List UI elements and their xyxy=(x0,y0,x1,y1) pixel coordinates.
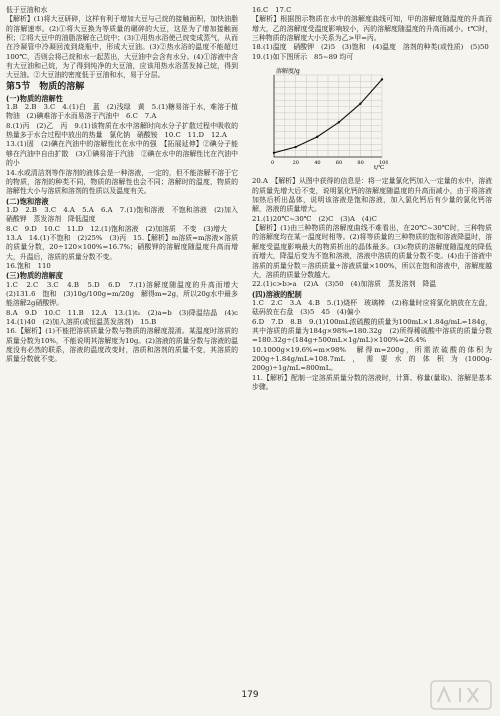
subsection-heading: (三)物质的溶解度 xyxy=(6,271,63,281)
answer-paragraph: 10.1000g×19.6%=m×98% 解得m=200g，所需浓硫酸的体积为200g÷1.84g/mL≈108.7mL，需要水的体积为(1000g-200g)÷1g/mL=800mL。 xyxy=(252,345,492,373)
chart-x-tick-label: 0 xyxy=(271,160,275,167)
answer-paragraph: 14.水或清洁剂等作溶剂的液体会是一种溶液，一定的，但不能溶解不溶于它的物质，溶剂的种类不同，物质的溶解性也会不同；溶解时的温度，物质的溶解性大小与溶质和溶剂的性质以及温度有关。 xyxy=(6,168,238,196)
answer-paragraph: 19.(1)如下图所示 85~89 均可 xyxy=(252,52,354,61)
watermark-stamp-icon xyxy=(430,680,492,710)
chart-x-tick-label: 60 xyxy=(335,160,343,167)
chart-y-axis-label: 溶解度/g xyxy=(276,68,300,76)
answer-paragraph: 11.【解析】配制一定溶质质量分数的溶液时，计算、称量(量取)、溶解是基本步骤。 xyxy=(252,373,492,391)
chart-x-tick-label: 80 xyxy=(357,160,364,167)
data-point xyxy=(273,152,275,154)
answer-paragraph: 1.D 2.B 3.C 4.A 5.A 6.A 7.(1)饱和溶液 不饱和溶液 (2)加入硝酸钾 蒸发溶剂 降低温度 xyxy=(6,205,238,224)
chart-x-axis-label: t/℃ xyxy=(374,165,385,172)
answer-paragraph: 21.(1)20℃~30℃ (2)C (3)A (4)C xyxy=(252,214,377,223)
answer-paragraph: 6.D 7.D 8.B 9.(1)100mL浓硫酸的质量为100mL×1.84g/mL=184g，其中溶质的质量为184g×98%=180.32g (2)所得稀硫酸中溶质的质量分数=180.32g÷(184g+500mL×1g/mL)×100%≈26.4% xyxy=(252,317,492,345)
subsection-heading: (一)物质的溶解性 xyxy=(6,93,63,103)
subsection-heading: (四)溶液的配制 xyxy=(252,289,302,299)
answer-paragraph: 18.(1)温度 硝酸钾 (2)5 (3)饱和 (4)温度 溶剂的种类(或性质) (5)50 xyxy=(252,43,489,52)
left-column xyxy=(6,6,245,365)
data-point xyxy=(294,146,296,148)
answer-paragraph: 低于豆油和水 xyxy=(6,6,48,14)
answer-paragraph: 20.A 【解析】从图中获得的信息是：将一定量氯化钙加入一定量的水中，溶液的质量先增大后不变，说明氯化钙的溶解度随温度的升高而减小，由于将溶液加热后析出晶体，说明该溶液是饱和溶液，加入氯化钙后有少量的氯化钙溶解，溶液的质量增大。 xyxy=(252,177,492,214)
answer-paragraph: 8.(1)丙 (2)乙 丙 9.(1)该物质在水中溶解时向水分子扩散过程中吸收的热量多于水合过程中放出的热量 氯化钠 硝酸铵 10.C 11.D 12.A xyxy=(6,121,238,140)
answer-paragraph: 1.C 2.C 3.C 4.B 5.D 6.D 7.(1)溶解度随温度的升高而增大 (2)131.6 饱和 (3)10g/100g=m/20g 解得m=2g，所以20g水中最多能溶解2g硝酸钾。 xyxy=(6,280,245,308)
solubility-chart xyxy=(256,65,388,171)
chart-x-tick-label: 20 xyxy=(292,160,299,167)
answer-paragraph: 16.C 17.C xyxy=(252,6,292,14)
answer-paragraph: 13.A 14.(1)不饱和 (2)25% (3)丙 15.【解析】m溶质=m溶液×溶质的质量分数，20÷120×100%=16.7%；硝酸钾的溶解度随温度升高而增大，升温后，溶质的质量分数不变。 xyxy=(6,233,238,261)
page-number: 179 xyxy=(241,690,259,700)
answer-paragraph: 1.B 2.B 3.C 4.(1)白 蓝 (2)浅绿 黄 5.(1)糖易溶于水，难溶于植物油 (2)碘难溶于水而易溶于汽油中 6.C 7.A xyxy=(6,103,238,121)
answer-paragraph: 22.(1)c>b>a (2)A (3)50 (4)加溶质 蒸发溶剂 降温 xyxy=(252,280,437,289)
chart-x-tick-label: 40 xyxy=(314,160,321,167)
answer-paragraph: 16.【解析】(1)不能把溶质质量分数与物质的溶解度混淆。某温度时溶质的质量分数为10%，不能说明其溶解度为10g。(2)溶液的质量分数与溶液的温度没有必然的联系，溶液的温度改变时，溶质和溶剂的质量不变，其溶质的质量分数就不变。 xyxy=(6,327,238,364)
data-point xyxy=(359,103,361,105)
data-point xyxy=(381,78,383,80)
answer-paragraph: 8.C 9.D 10.C 11.D 12.(1)饱和溶液 (2)加溶质 不变 (3)增大 xyxy=(6,224,227,233)
right-column xyxy=(252,6,492,392)
section-title: 第5节 物质的溶解 xyxy=(6,81,85,92)
answer-paragraph: 8.A 9.D 10.C 11.B 12.A 13.(1)t₁ (2)a=b (3)降温结晶 (4)c 14.(1)40 (2)加入溶质(或恒温蒸发溶剂) 15.B xyxy=(6,308,245,326)
answer-paragraph: 16.饱和 110 xyxy=(6,261,51,270)
subsection-heading: (二)饱和溶液 xyxy=(6,196,49,206)
answer-paragraph: 【解析】根据图示物质在水中的溶解度曲线可知，甲的溶解度随温度的升高而增大，乙的溶解度受温度影响较小，丙的溶解度随温度的升高而减小。t℃时，三种物质的溶解度大小关系为乙>甲=丙。 xyxy=(252,15,492,43)
data-point xyxy=(338,121,340,123)
answer-paragraph: 1.C 2.C 3.A 4.B 5.(1)烧杯 玻璃棒 (2)称量时应将氯化钠放在左盘，砝码放在右盘 (3)5 45 (4)偏小 xyxy=(252,298,492,317)
answer-paragraph: 【解析】(1)由三种物质的溶解度曲线不难看出，在20℃~30℃时，三种物质的溶解度均在某一温度时相等。(2)将等质量的三种物质的饱和溶液降温时，溶解度受温度影响最大的物质析出的晶体最多。(3)c物质的溶解度随温度的降低而增大，降温后变为不饱和溶液，溶液中溶质的质量分数不变。(4)由于溶液中溶质的质量分数＝溶质质量÷溶液质量×100%，所以在饱和溶液中，溶解度越大，溶质的质量分数越大。 xyxy=(252,224,492,279)
data-point xyxy=(316,136,318,138)
answer-paragraph: 【解析】(1)将大豆研碎，这样有利于增加大豆与己烷的接触面积，加快油脂的溶解速率。(2)①将大豆换为等质量的碾碎的大豆，这是为了增加接触面积；②将大豆中的油脂溶解在己烷中；(3)①用热水浴使己烷变成蒸气，从而在冷凝管中冷凝回流到烧瓶中，形成大豆油。(3)②热水浴的温度不能超过100℃，否则会将己烷和水一起蒸出，大豆油中会含有水分。(4)①溶液中含有大豆油和己烷，为了得到纯净的大豆油，应该用热水浴蒸发掉己烷，得到大豆油。②大豆油的密度低于豆油和水，易于分层。 xyxy=(6,15,238,80)
answer-paragraph: 13.(1)固 (2)碘在汽油中的溶解性比在水中的强 【拓展延伸】②碘分子能够在汽油中自由扩散 (3)①碘易溶于汽油 ②碘在水中的溶解性比在汽油中的小 xyxy=(6,140,238,168)
chart-x-tick-label: 100 xyxy=(379,160,388,167)
